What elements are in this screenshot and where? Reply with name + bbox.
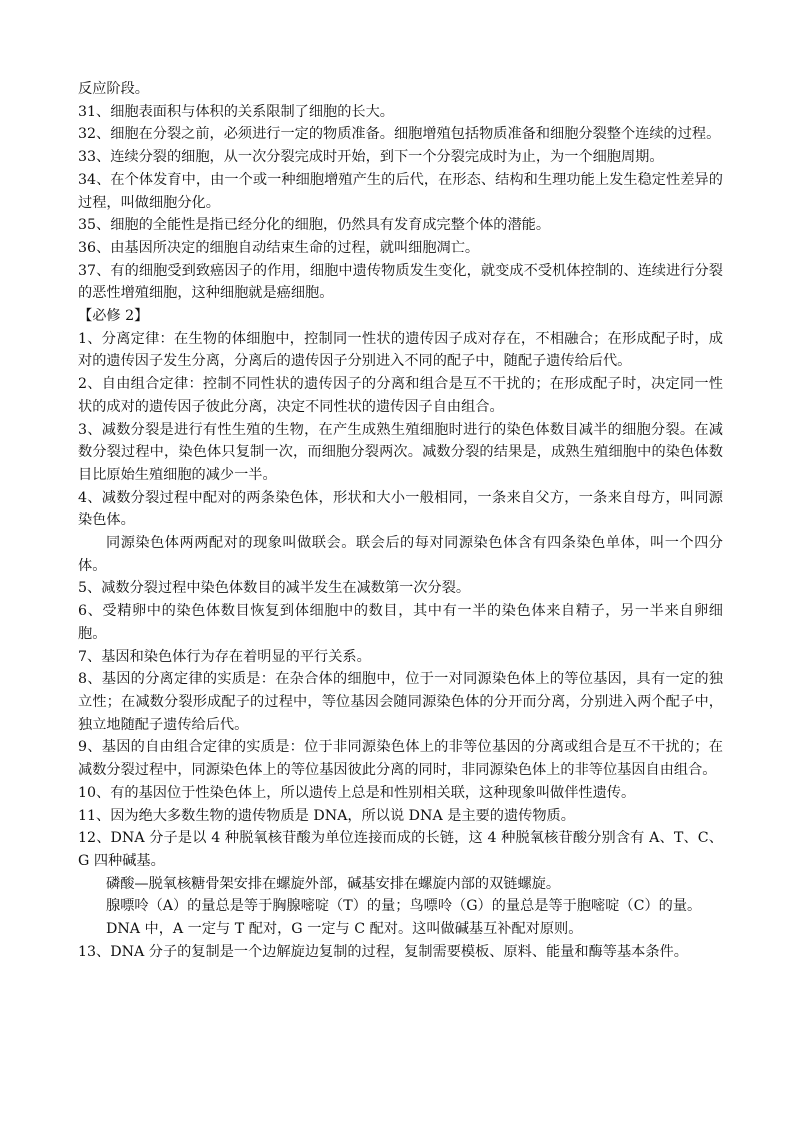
paragraph: DNA 中，A 一定与 T 配对，G 一定与 C 配对。这叫做碱基互补配对原则。 bbox=[106, 921, 583, 938]
paragraph: 2、自由组合定律：控制不同性状的遗传因子的分离和组合是互不干扰的；在形成配子时，决定同一性状的成对的遗传因子彼此分离，决定不同性状的遗传因子自由组合。 bbox=[78, 376, 723, 415]
document-page bbox=[78, 78, 723, 963]
paragraph: 11、因为绝大多数生物的遗传物质是 DNA，所以说 DNA 是主要的遗传物质。 bbox=[78, 807, 575, 824]
paragraph: 33、连续分裂的细胞，从一次分裂完成时开始，到下一个分裂完成时为止，为一个细胞周期。 bbox=[78, 149, 664, 166]
paragraph: 磷酸—脱氧核糖骨架安排在螺旋外部，碱基安排在螺旋内部的双链螺旋。 bbox=[106, 875, 561, 892]
paragraph: 8、基因的分离定律的实质是：在杂合体的细胞中，位于一对同源染色体上的等位基因，具有一定的独立性；在减数分裂形成配子的过程中，等位基因会随同源染色体的分开而分离，分别进入两个配子中，独立地随配子遗传给后代。 bbox=[78, 671, 723, 733]
paragraph: 10、有的基因位于性染色体上，所以遗传上总是和性别相关联，这种现象叫做伴性遗传。 bbox=[78, 784, 636, 801]
paragraph: 31、细胞表面积与体积的关系限制了细胞的长大。 bbox=[78, 103, 394, 120]
paragraph: 34、在个体发育中，由一个或一种细胞增殖产生的后代，在形态、结构和生理功能上发生稳定性差异的过程，叫做细胞分化。 bbox=[78, 171, 723, 211]
paragraph: 35、细胞的全能性是指已经分化的细胞，仍然具有发育成完整个体的潜能。 bbox=[78, 217, 551, 234]
paragraph: 1、分离定律：在生物的体细胞中，控制同一性状的遗传因子成对存在，不相融合；在形成配子时，成对的遗传因子发生分离，分离后的遗传因子分别进入不同的配子中，随配子遗传给后代。 bbox=[78, 330, 723, 370]
paragraph: 32、细胞在分裂之前，必须进行一定的物质准备。细胞增殖包括物质准备和细胞分裂整个连续的过程。 bbox=[78, 126, 721, 143]
paragraph: 6、受精卵中的染色体数目恢复到体细胞中的数目，其中有一半的染色体来自精子，另一半来自卵细胞。 bbox=[78, 603, 723, 642]
paragraph: 5、减数分裂过程中染色体数目的减半发生在减数第一次分裂。 bbox=[78, 580, 471, 597]
paragraph: 7、基因和染色体行为存在着明显的平行关系。 bbox=[78, 648, 371, 665]
paragraph: 9、基因的自由组合定律的实质是：位于非同源染色体上的非等位基因的分离或组合是互不干扰的；在减数分裂过程中，同源染色体上的等位基因彼此分离的同时，非同源染色体上的非等位基因自由组合。 bbox=[78, 739, 723, 779]
paragraph: 腺嘌呤（A）的量总是等于胸腺嘧啶（T）的量；鸟嘌呤（G）的量总是等于胞嘧啶（C）的量。 bbox=[106, 898, 702, 915]
section-heading: 【必修 2】 bbox=[78, 308, 149, 325]
paragraph: 同源染色体两两配对的现象叫做联会。联会后的每对同源染色体含有四条染色单体，叫一个四分体。 bbox=[78, 535, 723, 574]
paragraph: 12、DNA 分子是以 4 种脱氧核苷酸为单位连接而成的长链，这 4 种脱氧核苷酸分别含有 A、T、C、G 四种碱基。 bbox=[78, 830, 723, 869]
paragraph: 36、由基因所决定的细胞自动结束生命的过程，就叫细胞凋亡。 bbox=[78, 239, 480, 256]
paragraph: 反应阶段。 bbox=[78, 81, 149, 97]
paragraph: 37、有的细胞受到致癌因子的作用，细胞中遗传物质发生变化，就变成不受机体控制的、连续进行分裂的恶性增殖细胞，这种细胞就是癌细胞。 bbox=[78, 262, 723, 302]
paragraph: 4、减数分裂过程中配对的两条染色体，形状和大小一般相同，一条来自父方，一条来自母方，叫同源染色体。 bbox=[78, 489, 723, 529]
paragraph: 13、DNA 分子的复制是一个边解旋边复制的过程，复制需要模板、原料、能量和酶等基本条件。 bbox=[78, 943, 688, 960]
paragraph: 3、减数分裂是进行有性生殖的生物，在产生成熟生殖细胞时进行的染色体数目减半的细胞分裂。在减数分裂过程中，染色体只复制一次，而细胞分裂两次。减数分裂的结果是，成熟生殖细胞中的染色体数目比原始生殖细胞的减少一半。 bbox=[78, 421, 723, 483]
